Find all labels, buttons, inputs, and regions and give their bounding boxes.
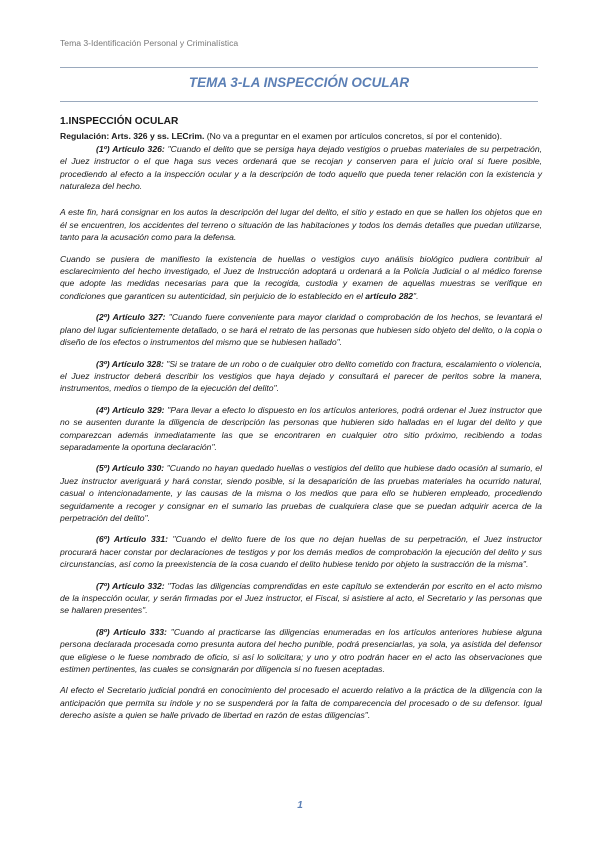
- article-reference: artículo 282: [365, 290, 414, 301]
- article-text: "Si se tratare de un robo o de cualquier otro delito cometido con fractura, escalamiento o violencia, el Juez instructor deberá describir los vestigios que haya dejado y consultará el parecer de peritos sobre la manera, instrumentos, medios o tiempo de la ejecución del delito".: [60, 358, 542, 394]
- paragraph-end: ".: [413, 290, 419, 301]
- article-text: "Cuando el delito que se persiga haya dejado vestigios o pruebas materiales de su perpetración, el Juez instructor o el que haga sus veces ordenará que se recojan y conserven para el juicio oral si fuere posible, procediendo al efecto a la inspección ocular y a la descripción de todo aquello que pueda tener relación con la existencia y naturaleza del hecho.: [60, 143, 543, 192]
- article-text: "Cuando el delito fuere de los que no dejan huellas de su perpetración, el Juez instructor procurará hacer constar por declaraciones de testigos y por los demás medios de comprobación la ejecución del delito y sus circunstancias, así como la preexistencia de la cosa cuando el delito hubiese tenido por objeto la sustracción de la misma".: [60, 534, 542, 570]
- article-328-paragraph: [60, 358, 542, 395]
- article-text: "Para llevar a efecto lo dispuesto en los artículos anteriores, podrá ordenar el Juez instructor que no se ausenten durante la diligencia de descripción las personas que hubieren sido halladas en el lugar del delito y que comparezcan además inmediatamente las que se encontraren en cualquier otro sitio próximo, recibiendo a todas separadamente la oportuna declaración".: [60, 404, 542, 452]
- article-number: (1º) Artículo 326:: [96, 143, 165, 154]
- article-329-paragraph: [60, 404, 542, 454]
- article-327-paragraph: [60, 311, 542, 348]
- title-bottom-rule: [60, 101, 538, 102]
- article-330-paragraph: [60, 462, 542, 524]
- page-number: 1: [297, 800, 303, 811]
- article-number: (3º) Artículo 328:: [96, 358, 164, 369]
- article-326-paragraph: [60, 143, 542, 193]
- article-number: (6º) Artículo 331:: [96, 534, 169, 545]
- document-title: TEMA 3-LA INSPECCIÓN OCULAR: [188, 75, 410, 90]
- document-body: [60, 116, 542, 731]
- article-text: "Cuando no hayan quedado huellas o vestigios del delito que hubiese dado ocasión al sumario, el Juez instructor averiguará y hará constar, siendo posible, si la desaparición de las pruebas materiales ha ocurrido natural, casual o intencionadamente, y las causas de la misma o los medios que para ello se hubieren empleado, procediendo seguidamente a recoger y consignar en el sumario las pruebas de cualquiera clase que se puedan adquirir acerca de la perpetración del delito".: [60, 463, 542, 523]
- paragraph: A este fin, hará consignar en los autos la descripción del lugar del delito, el sitio y estado en que se hallen los objetos que en él se encuentren, los accidentes del terreno o situación de las habitaciones y todos los demás detalles que puedan utilizarse, tanto para la acusación como para la defensa.: [60, 207, 542, 243]
- article-number: (8º) Artículo 333:: [96, 626, 167, 637]
- article-number: (5º) Artículo 330:: [96, 463, 165, 474]
- section-heading: 1.INSPECCIÓN OCULAR: [60, 116, 179, 127]
- article-text: "Cuando fuere conveniente para mayor claridad o comprobación de los hechos, se levantará el plano del lugar suficientemente detallado, o se hará el retrato de las personas que hubiesen sido objeto del delito, o la copia o diseño de los efectos o instrumentos del mismo que se hubiesen hallado".: [60, 312, 542, 348]
- article-text: "Todas las diligencias comprendidas en este capítulo se extenderán por escrito en el acto mismo de la inspección ocular, y serán firmadas por el Juez instructor, el Fiscal, si asistiere al acto, el Secretario y las personas que se hallaren presentes".: [60, 580, 542, 616]
- article-text: "Cuando al practicarse las diligencias enumeradas en los artículos anteriores hubiese alguna persona declarada procesada como presunta autora del hecho punible, podrá presenciarlas, ya sola, ya asistida del defensor que eligiese o le fuese nombrado de oficio, si así lo solicitara; y uno y otro podrán hacer en el acto las observaciones que estimen pertinentes, las cuales se consignarán por diligencia si no fuesen aceptadas.: [60, 626, 543, 675]
- article-333-paragraph: [60, 626, 542, 676]
- regulation-line: [60, 130, 542, 142]
- article-number: (7º) Artículo 332:: [96, 580, 165, 591]
- paragraph: Al efecto el Secretario judicial pondrá en conocimiento del procesado el acuerdo relativo a la práctica de la diligencia con la anticipación que permita su índole y no se suspenderá por la falta de comparecencia del procesado o de su defensor. Igual derecho asiste a quien se halle privado de libertad en razón de estas diligencias".: [60, 685, 542, 721]
- paragraph-text: Cuando se pusiera de manifiesto la existencia de huellas o vestigios cuyo análisis biológico pudiera contribuir al esclarecimiento del hecho investigado, el Juez de Instrucción adoptará u ordenará a la Policía Judicial o al médico forense que adopte las medidas necesarias para que la recogida, custodia y examen de aquellas muestras se verifique en condiciones que garanticen su autenticidad, sin perjuicio de lo establecido en el: [60, 253, 542, 301]
- article-number: (2º) Artículo 327:: [96, 312, 166, 323]
- regulation-label: Regulación: Arts. 326 y ss. LECrim.: [60, 131, 205, 142]
- regulation-note: (No va a preguntar en el examen por artículos concretos, sí por el contenido).: [206, 131, 502, 142]
- article-332-paragraph: [60, 580, 542, 617]
- paragraph: [60, 253, 542, 303]
- running-header: Tema 3-Identificación Personal y Criminalística: [60, 38, 239, 48]
- title-top-rule: [60, 67, 538, 68]
- article-331-paragraph: [60, 533, 542, 570]
- article-number: (4º) Artículo 329:: [96, 404, 165, 415]
